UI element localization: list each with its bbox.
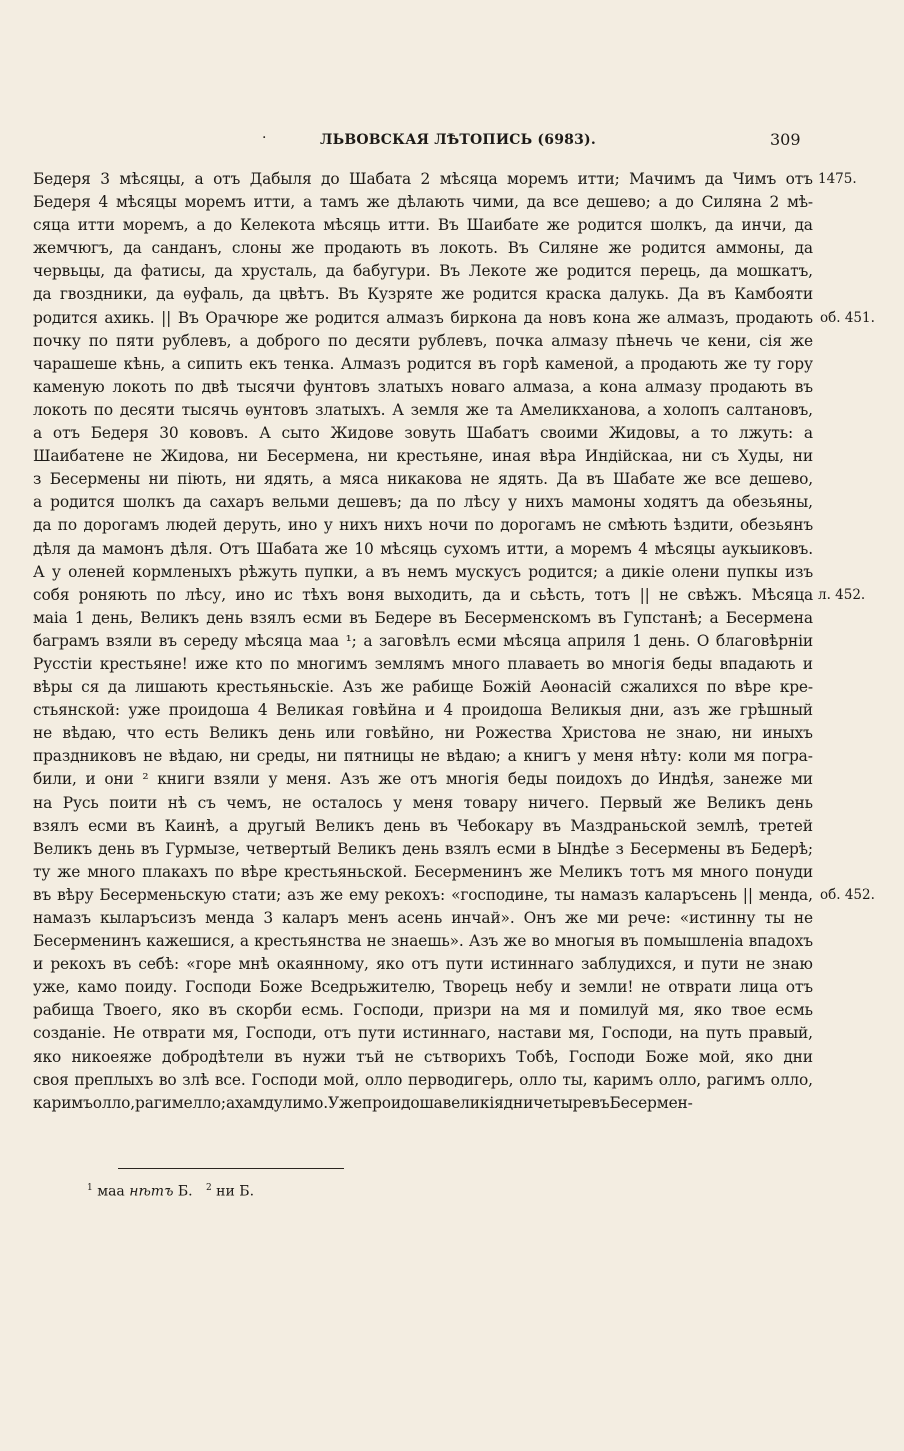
text-line: своя преплыхъ во злѣ все. Господи мой, олло перводигерь, олло ты, каримъ олло, рагимъ олло, — [33, 1070, 813, 1089]
text-line: собя роняють по лѣсу, ино ис тѣхъ воня выходить, да и сьѣсть, тотъ || не свѣжъ. Мѣсяца — [33, 585, 813, 604]
text-line: били, и они ² книги взяли у меня. Азъ же отъ многія беды поидохъ до Индѣя, занеже ми — [33, 770, 813, 789]
text-line: баграмъ взяли въ середу мѣсяца маа ¹; а заговѣлъ есми мѣсяца априля 1 день. О благовѣрніи — [33, 631, 813, 650]
text-line: а родится шолкъ да сахаръ вельми дешевъ; да по лѣсу у нихъ мамоны ходятъ да обезьяны, — [33, 493, 813, 512]
footnote-divider — [118, 1168, 344, 1169]
text-line: намазъ кыларъсизъ менда 3 каларъ менъ асень инчай». Онъ же ми рече: «истинну ты не — [33, 909, 813, 927]
main-text — [33, 168, 813, 1115]
header-dot: · — [262, 130, 267, 146]
text-line: а отъ Бедеря 30 кововъ. А сыто Жидове зовуть Шабатъ своими Жидовы, а то лжуть: а — [33, 424, 813, 443]
text-line: чарашеше кѣнь, а сипить екъ тенка. Алмазъ родится въ горѣ каменой, а продають же ту гору — [33, 354, 813, 373]
text-line: А у оленей кормленыхъ рѣжуть пупки, а въ немъ мускусъ родится; а дикіе олени пупкы изъ — [33, 562, 813, 581]
text-line: Бедеря 3 мѣсяцы, а отъ Дабыля до Шабата 2 мѣсяца моремъ итти; Мачимъ да Чимъ отъ — [33, 170, 813, 188]
text-line: вѣры ся да лишають крестьяньскіе. Азъ же рабище Божій Аѳонасій сжалихся по вѣре кре- — [33, 678, 813, 697]
text-line: дѣля да мамонъ дѣля. Отъ Шабата же 10 мѣсяць сухомъ итти, а моремъ 4 мѣсяцы аукыиковъ. — [33, 539, 813, 558]
text-line: маіа 1 день, Великъ день взялъ есми въ Бедере въ Бесерменскомъ въ Гупстанѣ; а Бесермена — [33, 608, 813, 627]
text-line: каменую локоть по двѣ тысячи фунтовъ златыхъ новаго алмаза, а кона алмазу продають въ — [33, 377, 813, 396]
footnote-1-mark: 1 — [87, 1183, 93, 1193]
text-line: ту же много плакахъ по вѣре крестьяньской. Бесерменинъ же Меликъ тотъ мя много понуди — [33, 862, 813, 881]
text-line: созданіе. Не отврати мя, Господи, отъ пути истиннаго, настави мя, Господи, на путь правый, — [33, 1024, 813, 1043]
text-line: Великъ день въ Гурмызе, четвертый Великъ день взялъ есми в Ындѣе з Бесермены въ Бедерѣ; — [33, 839, 813, 858]
text-line: почку по пяти рублевъ, а доброго по десяти рублевъ, почка алмазу пѣнечь че кени, сія же — [33, 331, 813, 350]
text-line: Бедеря 4 мѣсяцы моремъ итти, а тамъ же дѣлають чими, да все дешево; а до Силяна 2 мѣ- — [33, 193, 813, 212]
margin-note: об. 451. — [820, 309, 875, 326]
text-line: каримъ олло, рагим елло; ахамду лимо. Уже проидоша великія дни четыре въ Бесермен- — [33, 1093, 693, 1112]
text-line: стьянской: уже проидоша 4 Великая говѣйна и 4 проидоша Великыя дни, азъ же грѣшный — [33, 701, 813, 720]
text-line: и рекохъ въ себѣ: «горе мнѣ окаянному, яко отъ пути истиннаго заблудихся, и пути не знаю — [33, 955, 813, 974]
text-line: взялъ есми въ Каинѣ, а другый Великъ день въ Чебокару въ Маздраньской землѣ, третей — [33, 816, 813, 835]
text-line: яко никоеяже добродѣтели въ нужи тъй не сътворихъ Тобѣ, Господи Боже мой, яко дни — [33, 1047, 813, 1066]
footnote-1-italic: нѣтъ — [129, 1183, 174, 1200]
text-line: да по дорогамъ людей деруть, ино у нихъ нихъ ночи по дорогамъ не смѣють ѣздити, обезьянъ — [33, 516, 813, 535]
text-line: червьцы, да фатисы, да хрусталь, да бабугури. Въ Лекоте же родится перець, да мошкатъ, — [33, 262, 813, 281]
text-line: сяца итти моремъ, а до Келекота мѣсяць итти. Въ Шаибате же родится шолкъ, да инчи, да — [33, 216, 813, 235]
text-line: Русстіи крестьяне! иже кто по многимъ землямъ много плаваеть во многія беды впадають и — [33, 654, 813, 673]
margin-note: 1475. — [818, 171, 857, 187]
text-line: жемчюгъ, да санданъ, слоны же продають въ локоть. Въ Силяне же родится аммоны, да — [33, 239, 813, 258]
footnote-1-text: маа — [97, 1183, 125, 1200]
text-line: не вѣдаю, что есть Великъ день или говѣйно, ни Рожества Христова не знаю, ни иныхъ — [33, 724, 813, 743]
footnote-1-source: Б. — [177, 1183, 193, 1200]
margin-note: л. 452. — [818, 586, 866, 603]
text-line: Бесерменинъ кажешися, а крестьянства не знаешь». Азъ же во многыя въ помышленіа впадохъ — [33, 932, 813, 951]
text-line: въ вѣру Бесерменьскую стати; азъ же ему рекохъ: «господине, ты намазъ каларъсень || менда, — [33, 885, 813, 904]
margin-note: об. 452. — [820, 887, 875, 904]
text-line: Шаибатене не Жидова, ни Бесермена, ни крестьяне, иная вѣра Индійскаа, ни съ Худы, ни — [33, 447, 813, 466]
text-line: локоть по десяти тысячь ѳунтовъ златыхъ. А земля же та Амеликханова, а холопъ салтановъ, — [33, 400, 813, 419]
text-line: на Русь поити нѣ съ чемъ, не осталось у меня товару ничего. Первый же Великъ день — [33, 793, 813, 812]
text-line: да гвоздники, да ѳуфаль, да цвѣтъ. Въ Кузряте же родится краска далукь. Да въ Камбояти — [33, 285, 813, 304]
page-number: 309 — [770, 130, 801, 149]
text-line: з Бесермены ни піють, ни ядять, а мяса никакова не ядять. Да въ Шабате же все дешево, — [33, 470, 813, 489]
page-header — [0, 130, 904, 154]
footnotes — [87, 1183, 254, 1200]
text-line: родится ахикь. || Въ Орачюре же родится алмазъ биркона да новъ кона же алмазъ, продають — [33, 308, 813, 327]
running-title: ЛЬВОВСКАЯ ЛѢТОПИСЬ (6983). — [320, 132, 596, 148]
text-line: рабища Твоего, яко въ скорби есмь. Господи, призри на мя и помилуй мя, яко твое есмь — [33, 1001, 813, 1020]
text-line: праздниковъ не вѣдаю, ни среды, ни пятницы не вѣдаю; а книгъ у меня нѣту: коли мя погра- — [33, 747, 813, 766]
footnote-2-text: ни Б. — [216, 1183, 255, 1200]
text-line: уже, камо поиду. Господи Боже Вседрьжителю, Творець небу и земли! не отврати лица отъ — [33, 978, 813, 997]
footnote-2-mark: 2 — [205, 1183, 212, 1193]
